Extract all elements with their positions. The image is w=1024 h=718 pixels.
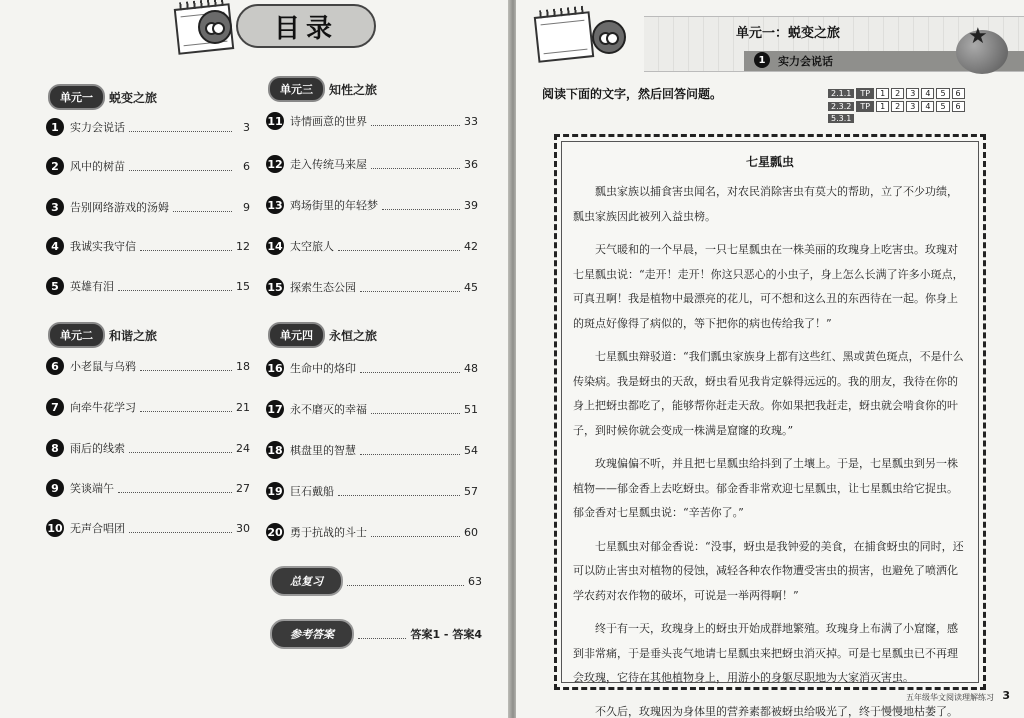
unit-label: 单元一 [48, 84, 105, 110]
star-icon: ★ [968, 24, 988, 49]
unit-heading-1 [48, 84, 157, 110]
book-title-footer: 五年级华文阅读理解练习 [906, 693, 994, 702]
toc-page [0, 0, 510, 718]
toc-item-number: 10 [46, 519, 64, 537]
passage-paragraph: 玫瑰偏偏不听，并且把七星瓢虫给抖到了土壤上。于是，七星瓢虫到另一株植物——郁金香上去吃蚜虫。郁金香非常欢迎七星瓢虫，让七星瓢虫给它捉虫。郁金香对七星瓢虫说：“辛苦你了。” [573, 457, 958, 519]
notebook-illustration [534, 11, 595, 63]
toc-item-title: 雨后的线索 [70, 442, 125, 455]
toc-item-title: 勇于抗战的斗士 [290, 526, 367, 539]
toc-item-page: 48 [464, 361, 478, 375]
toc-item-title: 风中的树苗 [70, 160, 125, 173]
toc-item-title: 笑谈端午 [70, 482, 114, 495]
toc-item-page: 60 [464, 525, 478, 539]
leader-dots [338, 241, 460, 251]
leader-dots [140, 361, 232, 371]
toc-item-page: 27 [236, 481, 250, 495]
page-number: 3 [1002, 689, 1010, 702]
toc-item-title: 向牵牛花学习 [70, 401, 136, 414]
unit-title: 单元一：蜕变之旅 [736, 26, 841, 41]
toc-answers-page: 答案1 - 答案4 [410, 628, 482, 641]
unit-name: 和谐之旅 [109, 328, 158, 343]
toc-item-page: 39 [464, 198, 478, 212]
standard-code: 5.3.1 [828, 114, 854, 123]
toc-item-page: 42 [464, 239, 478, 253]
toc-item-title: 鸡场街里的年轻梦 [290, 199, 378, 212]
toc-item-page: 45 [464, 280, 478, 294]
leader-dots [358, 629, 406, 639]
toc-item-number: 7 [46, 398, 64, 416]
toc-item-title: 探索生态公园 [290, 281, 356, 294]
toc-item-2[interactable] [46, 155, 250, 177]
unit-heading-4 [268, 322, 377, 348]
toc-item-20[interactable] [266, 521, 478, 543]
toc-item-page: 21 [236, 400, 250, 414]
toc-item-3[interactable] [46, 196, 250, 218]
toc-item-4[interactable] [46, 235, 250, 257]
lesson-number: 1 [754, 52, 770, 68]
toc-title: 目录 [236, 4, 376, 48]
toc-item-title: 永不磨灭的幸福 [290, 403, 367, 416]
tp-level: 1 [876, 88, 889, 99]
toc-item-8[interactable] [46, 437, 250, 459]
leader-dots [371, 404, 460, 414]
leader-dots [129, 523, 232, 533]
leader-dots [140, 402, 232, 412]
passage-paragraph: 七星瓢虫辩驳道：“我们瓢虫家族身上都有这些红、黑或黄色斑点，不是什么传染病。我是蚜虫的天敌，蚜虫看见我肯定躲得远远的。我的朋友，我待在你的身上把蚜虫都吃了，能够帮你赶走天敌。你如果把我赶走，蚜虫就会啃食你的叶子，到时候你就会变成一株满是窟窿的玫瑰。” [573, 350, 964, 437]
leader-dots [129, 443, 232, 453]
unit-name: 永恒之旅 [329, 328, 378, 343]
toc-item-page: 57 [464, 484, 478, 498]
toc-item-title: 我诚实我守信 [70, 240, 136, 253]
toc-item-12[interactable] [266, 153, 478, 175]
toc-item-page: 36 [464, 157, 478, 171]
leader-dots [129, 161, 232, 171]
tp-label: TP [856, 101, 874, 112]
standard-row-2 [828, 101, 965, 112]
leader-dots [173, 202, 232, 212]
toc-item-13[interactable] [266, 194, 478, 216]
leader-dots [371, 116, 460, 126]
toc-item-title: 诗情画意的世界 [290, 115, 367, 128]
toc-item-number: 14 [266, 237, 284, 255]
unit-heading-3 [268, 76, 377, 102]
toc-item-7[interactable] [46, 396, 250, 418]
passage-paragraph: 天气暖和的一个早晨，一只七星瓢虫在一株美丽的玫瑰身上吃害虫。玫瑰对七星瓢虫说：“走开！走开！你这只恶心的小虫子，身上怎么长满了许多小斑点，可真丑啊！我是植物中最漂亮的花儿，可不想和这么丑的东西待在一起。你身上的斑点好像得了病似的，等下把你的病也传给我了！” [573, 243, 964, 330]
toc-item-title: 太空旅人 [290, 240, 334, 253]
leader-dots [140, 241, 232, 251]
toc-item-number: 16 [266, 359, 284, 377]
toc-item-number: 3 [46, 198, 64, 216]
mascot-icon [592, 20, 626, 54]
toc-item-number: 9 [46, 479, 64, 497]
passage-paragraph: 不久后，玫瑰因为身体里的营养素都被蚜虫给吸光了，终于慢慢地枯萎了。 [595, 704, 958, 718]
toc-item-18[interactable] [266, 439, 478, 461]
toc-item-19[interactable] [266, 480, 478, 502]
toc-item-number: 2 [46, 157, 64, 175]
toc-item-number: 19 [266, 482, 284, 500]
tp-level: 2 [891, 101, 904, 112]
leader-dots [382, 200, 460, 210]
lesson-page [516, 0, 1024, 718]
leader-dots [338, 486, 460, 496]
standard-row-3 [828, 114, 854, 123]
toc-item-title: 英雄有泪 [70, 280, 114, 293]
toc-item-page: 3 [243, 120, 250, 134]
lesson-name: 实力会说话 [778, 55, 833, 68]
toc-item-5[interactable] [46, 275, 250, 297]
tp-level: 3 [906, 101, 919, 112]
toc-item-number: 6 [46, 357, 64, 375]
leader-dots [371, 527, 460, 537]
toc-item-number: 18 [266, 441, 284, 459]
standard-row-1 [828, 88, 965, 99]
mascot-icon [198, 10, 232, 44]
leader-dots [347, 576, 464, 586]
toc-item-number: 17 [266, 400, 284, 418]
toc-item-title: 告别网络游戏的汤姆 [70, 201, 169, 214]
toc-item-number: 5 [46, 277, 64, 295]
toc-item-9[interactable] [46, 477, 250, 499]
tp-level: 6 [952, 101, 965, 112]
toc-item-number: 4 [46, 237, 64, 255]
answers-pill: 参考答案 [270, 619, 354, 649]
toc-item-title: 无声合唱团 [70, 522, 125, 535]
toc-item-14[interactable] [266, 235, 478, 257]
toc-item-page: 9 [243, 200, 250, 214]
toc-review[interactable] [270, 570, 482, 592]
toc-item-title: 走入传统马来屋 [290, 158, 367, 171]
toc-item-page: 51 [464, 402, 478, 416]
toc-item-number: 11 [266, 112, 284, 130]
toc-item-17[interactable] [266, 398, 478, 420]
toc-item-title: 生命中的烙印 [290, 362, 356, 375]
tp-label: TP [856, 88, 874, 99]
toc-item-number: 1 [46, 118, 64, 136]
leader-dots [371, 159, 460, 169]
toc-item-title: 棋盘里的智慧 [290, 444, 356, 457]
tp-level: 5 [936, 101, 949, 112]
tp-level: 1 [876, 101, 889, 112]
toc-item-page: 54 [464, 443, 478, 457]
passage-paragraph: 七星瓢虫对郁金香说：“没事，蚜虫是我钟爱的美食，在捕食蚜虫的同时，还可以防止害虫对植物的侵蚀，减轻各种农作物遭受害虫的损害，也避免了喷洒化学农药对农作物的破坏，可说是一举两得啊！” [573, 539, 964, 602]
tp-level: 6 [952, 88, 965, 99]
toc-item-page: 18 [236, 359, 250, 373]
standard-code: 2.3.2 [828, 102, 854, 111]
passage-paragraph: 终于有一天，玫瑰身上的蚜虫开始成群地繁殖。玫瑰身上布满了小窟窿，感到非常痛，于是垂头丧气地请七星瓢虫来把蚜虫消灭掉。可是七星瓢虫已不再理会玫瑰，它待在其他植物身上，用游小的身躯尽职地为大家消灭害虫。 [573, 622, 958, 684]
toc-item-title: 巨石戴船 [290, 485, 334, 498]
toc-item-16[interactable] [266, 357, 478, 379]
toc-item-title: 小老鼠与乌鸦 [70, 360, 136, 373]
toc-item-number: 20 [266, 523, 284, 541]
leader-dots [118, 281, 232, 291]
unit-name: 知性之旅 [329, 82, 378, 97]
toc-item-number: 8 [46, 439, 64, 457]
toc-item-10[interactable] [46, 517, 250, 539]
tp-level: 3 [906, 88, 919, 99]
toc-item-15[interactable] [266, 276, 478, 298]
instruction: 阅读下面的文字，然后回答问题。 [542, 87, 723, 101]
unit-label: 单元二 [48, 322, 105, 348]
passage-paragraph: 瓢虫家族以捕食害虫闻名，对农民消除害虫有莫大的帮助，立了不少功绩，瓢虫家族因此被列入益虫榜。 [573, 185, 958, 223]
leader-dots [360, 282, 460, 292]
tp-level: 2 [891, 88, 904, 99]
toc-item-6[interactable] [46, 355, 250, 377]
leader-dots [360, 363, 460, 373]
tp-level: 4 [921, 88, 934, 99]
tp-level: 5 [936, 88, 949, 99]
tp-level: 4 [921, 101, 934, 112]
unit-name: 蜕变之旅 [109, 90, 158, 105]
toc-item-page: 33 [464, 114, 478, 128]
toc-item-1[interactable] [46, 116, 250, 138]
unit-heading-2 [48, 322, 157, 348]
toc-item-page: 12 [236, 239, 250, 253]
standard-code: 2.1.1 [828, 89, 854, 98]
toc-item-page: 30 [236, 521, 250, 535]
toc-item-page: 24 [236, 441, 250, 455]
toc-item-page: 6 [243, 159, 250, 173]
toc-item-number: 12 [266, 155, 284, 173]
toc-item-11[interactable] [266, 110, 478, 132]
toc-item-title: 实力会说话 [70, 121, 125, 134]
toc-item-number: 15 [266, 278, 284, 296]
unit-label: 单元三 [268, 76, 325, 102]
toc-item-page: 15 [236, 279, 250, 293]
leader-dots [118, 483, 232, 493]
review-pill: 总复习 [270, 566, 343, 596]
toc-item-number: 13 [266, 196, 284, 214]
passage-title: 七星瓢虫 [745, 155, 794, 169]
toc-answers[interactable] [270, 623, 482, 645]
toc-review-page: 63 [468, 574, 482, 588]
unit-label: 单元四 [268, 322, 325, 348]
leader-dots [360, 445, 460, 455]
leader-dots [129, 122, 232, 132]
